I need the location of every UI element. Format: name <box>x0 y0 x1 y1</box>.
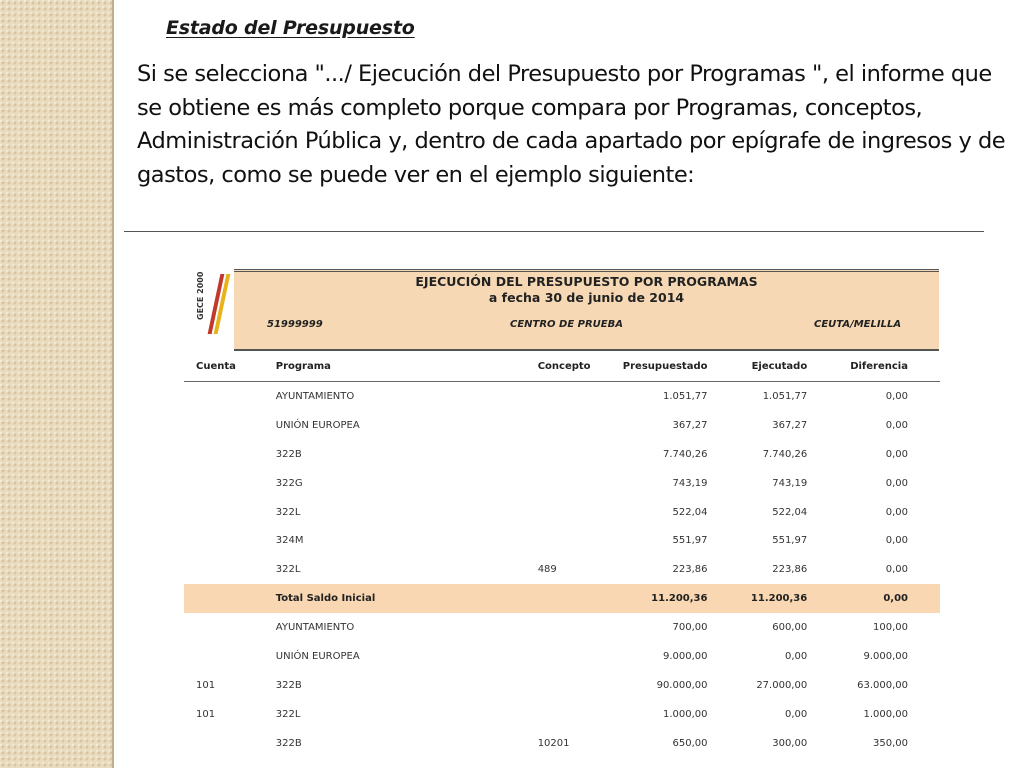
table-row <box>184 440 940 469</box>
cell-ejecutado: 367,27 <box>772 419 808 431</box>
logo-text: GECE 2000 <box>196 271 205 320</box>
cell-concepto <box>538 469 600 498</box>
cell-cuenta <box>184 440 276 469</box>
cell-programa: 322B <box>275 448 302 460</box>
cell-concepto <box>538 671 600 700</box>
cell-presupuestado: 1.051,77 <box>662 390 708 402</box>
cell-programa: 322L <box>275 564 301 576</box>
cell-cuenta <box>184 526 276 555</box>
cell-ejecutado: 223,86 <box>772 564 808 576</box>
slide-title: Estado del Presupuesto <box>166 17 415 39</box>
cell-ejecutado: 300,00 <box>772 737 808 749</box>
column-header-programa: Programa <box>276 351 538 382</box>
cell-presupuestado: 650,00 <box>672 737 708 749</box>
cell-ejecutado: 0,00 <box>784 708 808 720</box>
table-row <box>184 469 940 498</box>
cell-diferencia: 9.000,00 <box>863 650 908 662</box>
cell-cuenta <box>184 584 276 613</box>
cell-diferencia: 0,00 <box>885 535 908 547</box>
cell-concepto <box>538 700 600 729</box>
cell-diferencia: 350,00 <box>873 737 908 749</box>
gece-logo <box>194 268 230 344</box>
cell-presupuestado: 1.000,00 <box>662 708 708 720</box>
cell-diferencia: 0,00 <box>885 506 908 518</box>
cell-programa: 322L <box>275 708 301 720</box>
cell-ejecutado: 11.200,36 <box>707 584 807 613</box>
table-row <box>184 700 940 729</box>
column-header-concepto: Concepto <box>538 351 600 382</box>
cell-ejecutado: 7.740,26 <box>762 448 808 460</box>
cell-diferencia: 63.000,00 <box>857 679 908 691</box>
cell-diferencia: 1.000,00 <box>863 708 908 720</box>
table-row <box>184 613 940 642</box>
cell-presupuestado: 700,00 <box>672 622 708 634</box>
report-header-banner <box>234 269 939 351</box>
column-header-presupuestado: Presupuestado <box>600 351 708 382</box>
cell-diferencia: 0,00 <box>885 448 908 460</box>
column-header-diferencia: Diferencia <box>807 351 940 382</box>
table-total-row <box>184 584 940 613</box>
table-row <box>184 498 940 527</box>
cell-presupuestado: 522,04 <box>672 506 708 518</box>
cell-programa: 322G <box>275 477 303 489</box>
cell-ejecutado: 551,97 <box>772 535 808 547</box>
cell-programa: 322L <box>275 506 301 518</box>
cell-concepto <box>538 642 600 671</box>
divider-line <box>124 231 984 232</box>
table-row <box>184 382 940 411</box>
cell-ejecutado: 27.000,00 <box>756 679 808 691</box>
cell-cuenta <box>184 555 276 584</box>
cell-concepto: 489 <box>537 564 557 576</box>
column-header-ejecutado: Ejecutado <box>707 351 807 382</box>
cell-presupuestado: 223,86 <box>672 564 708 576</box>
slide-body-text: Si se selecciona ".../ Ejecución del Presupuesto por Programas ", el informe que se obtiene es más completo porque compara por Programas, conceptos, Administración Pública y, dentro de cada apartado por epígrafe de ingresos y de gastos, como se puede ver en el ejemplo siguiente: <box>137 61 1006 188</box>
cell-cuenta <box>184 642 276 671</box>
table-row <box>184 526 940 555</box>
cell-programa: UNIÓN EUROPEA <box>275 650 360 662</box>
cell-concepto <box>538 613 600 642</box>
cell-ejecutado: 0,00 <box>784 650 808 662</box>
cell-cuenta <box>184 498 276 527</box>
cell-ejecutado: 1.051,77 <box>762 390 808 402</box>
center-location: CEUTA/MELILLA <box>814 319 902 330</box>
cell-cuenta <box>184 411 276 440</box>
column-header-cuenta: Cuenta <box>184 351 276 382</box>
cell-presupuestado: 743,19 <box>672 477 708 489</box>
cell-programa: AYUNTAMIENTO <box>275 622 355 634</box>
side-strip-border <box>112 0 114 768</box>
cell-diferencia: 0,00 <box>885 564 908 576</box>
cell-presupuestado: 11.200,36 <box>600 584 708 613</box>
cell-cuenta <box>184 469 276 498</box>
cell-cuenta <box>184 613 276 642</box>
table-header-row <box>184 351 940 382</box>
table-row <box>184 411 940 440</box>
cell-concepto <box>538 411 600 440</box>
cell-cuenta: 101 <box>196 679 216 691</box>
cell-presupuestado: 7.740,26 <box>662 448 708 460</box>
cell-cuenta <box>184 729 276 758</box>
table-row <box>184 642 940 671</box>
cell-concepto <box>538 382 600 411</box>
cell-programa: 322B <box>275 679 302 691</box>
cell-ejecutado: 743,19 <box>772 477 808 489</box>
cell-programa: UNIÓN EUROPEA <box>275 419 360 431</box>
table-row <box>184 729 940 758</box>
table-row <box>184 555 940 584</box>
cell-ejecutado: 522,04 <box>772 506 808 518</box>
report-date: a fecha 30 de junio de 2014 <box>488 290 685 305</box>
cell-concepto <box>538 526 600 555</box>
cell-concepto <box>538 498 600 527</box>
cell-concepto: 10201 <box>537 737 570 749</box>
cell-diferencia: 100,00 <box>873 622 908 634</box>
cell-programa: AYUNTAMIENTO <box>275 390 355 402</box>
cell-diferencia: 0,00 <box>885 390 908 402</box>
cell-presupuestado: 551,97 <box>672 535 708 547</box>
budget-table <box>184 351 940 758</box>
decorative-side-strip <box>0 0 112 768</box>
table-row <box>184 671 940 700</box>
cell-diferencia: 0,00 <box>807 584 940 613</box>
center-code: 51999999 <box>267 319 323 330</box>
cell-presupuestado: 90.000,00 <box>656 679 708 691</box>
cell-concepto <box>538 584 600 613</box>
cell-presupuestado: 9.000,00 <box>662 650 708 662</box>
report-heading: EJECUCIÓN DEL PRESUPUESTO POR PROGRAMAS <box>415 274 758 289</box>
cell-programa: 322B <box>275 737 302 749</box>
cell-cuenta: 101 <box>196 708 216 720</box>
cell-diferencia: 0,00 <box>885 477 908 489</box>
cell-ejecutado: 600,00 <box>772 622 808 634</box>
cell-diferencia: 0,00 <box>885 419 908 431</box>
cell-cuenta <box>184 382 276 411</box>
cell-programa: 324M <box>275 535 304 547</box>
cell-presupuestado: 367,27 <box>672 419 708 431</box>
cell-programa: Total Saldo Inicial <box>276 584 538 613</box>
center-name: CENTRO DE PRUEBA <box>510 319 623 330</box>
cell-concepto <box>538 440 600 469</box>
